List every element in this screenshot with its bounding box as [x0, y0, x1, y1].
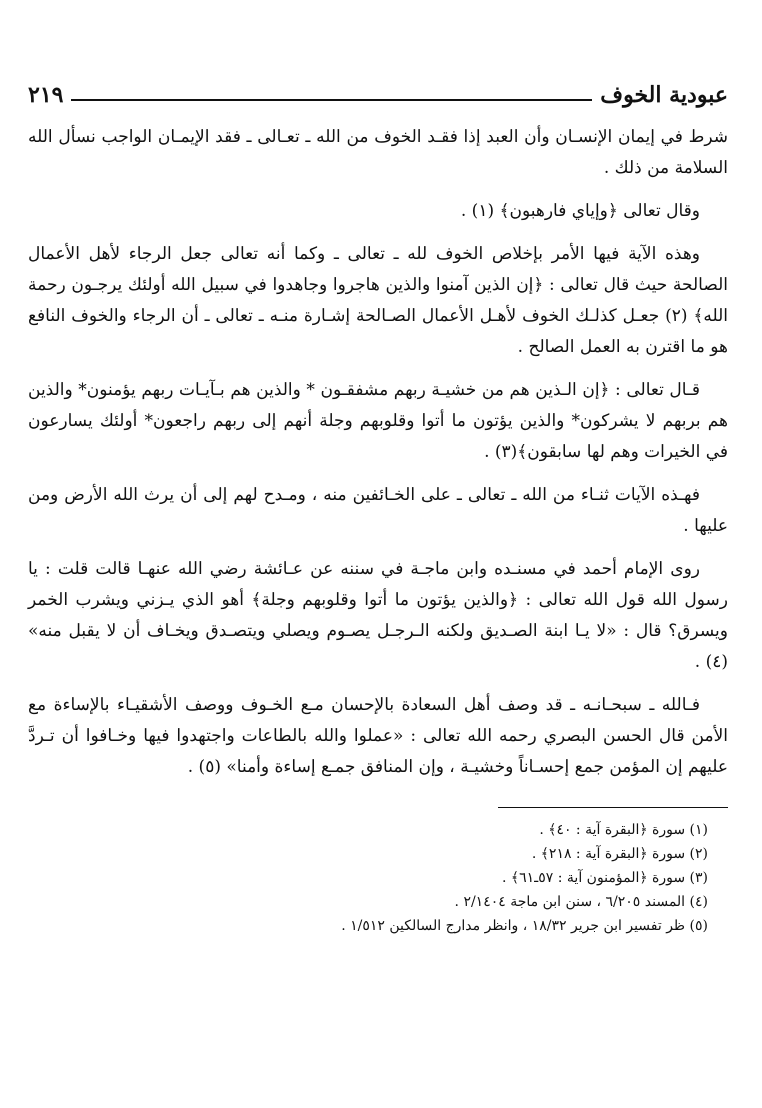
paragraph: روى الإمام أحمد في مسنـده وابن ماجـة في سننه عن عـائشة رضي الله عنهـا قالت قلت : يا رسول الله قول الله تعالى : ﴿والذين يؤتون ما أتوا وقلوبهم وجلة﴾ أهو الذي يـزني ويشرب الخمر ويسرق؟ قال : «لا يـا ابنة الصـديق ولكنه الـرجـل يصـوم ويصلي ويتصـدق ويخـاف أن لا يقبل منه» (٤) .: [28, 559, 728, 672]
paragraph: فـالله ـ سبحـانـه ـ قد وصف أهل السعادة بالإحسان مـع الخـوف ووصف الأشقيـاء بالإساءة مع الأمن قال الحسن البصري رحمه الله تعالى : «عملوا والله بالطاعات واجتهدوا فيها وخـافوا أن تـردَّ عليهم إن المؤمن جمع إحسـاناً وخشيـة ، وإن المنافق جمـع إساءة وأمنا» (٥) .: [28, 695, 728, 777]
paragraph: وقال تعالى ﴿وإياي فارهبون﴾ (١) .: [460, 201, 700, 221]
main-text: [28, 122, 728, 783]
footnote: (٢) سورة ﴿البقرة آية : ٢١٨﴾ .: [531, 846, 708, 862]
footnote-divider: [498, 807, 728, 808]
running-title: عبودية الخوف: [600, 82, 728, 108]
footnote: (٣) سورة ﴿المؤمنون آية : ٥٧ـ٦١﴾ .: [501, 870, 708, 886]
book-page: [28, 72, 728, 1082]
header-rule: [71, 99, 592, 101]
paragraph: قـال تعالى : ﴿إن الـذين هم من خشيـة ربهم مشفقـون * والذين هم بـآيـات ربهم يؤمنون* والذين هم بربهم لا يشركون* والذين يؤتون ما أتوا وقلوبهم وجلة أنهم إلى ربهم راجعون* أولئك يسارعون في الخيرات وهم لها سابقون﴾(٣) .: [28, 380, 728, 462]
footnotes: [28, 818, 728, 938]
footnote: (١) سورة ﴿البقرة آية : ٤٠﴾ .: [539, 822, 708, 838]
paragraph: شرط في إيمان الإنسـان وأن العبد إذا فقـد الخوف من الله ـ تعـالى ـ فقد الإيمـان الواجب نسأل الله السلامة من ذلك .: [28, 127, 728, 178]
paragraph: فهـذه الآيات ثنـاء من الله ـ تعالى ـ على الخـائفين منه ، ومـدح لهم إلى أن يرث الله الأرض ومن عليها .: [28, 485, 728, 536]
footnote: (٥) ظر تفسير ابن جرير ١٨/٣٢ ، وانظر مدارج السالكين ١/٥١٢ .: [341, 918, 708, 934]
page-header: [28, 72, 728, 108]
footnote: (٤) المسند ٦/٢٠٥ ، سنن ابن ماجة ٢/١٤٠٤ .: [454, 894, 708, 910]
paragraph: وهذه الآية فيها الأمر بإخلاص الخوف لله ـ تعالى ـ وكما أنه تعالى جعل الرجاء لأهل الأعمال الصالحة حيث قال تعالى : ﴿إن الذين آمنوا والذين هاجروا وجاهدوا في سبيل الله أولئك يرجـون رحمة الله﴾ (٢) جعـل كذلـك الخوف لأهـل الأعمال الصـالحة إشـارة منـه ـ تعالى ـ أن الرجاء والخوف النافع هو ما اقترن به العمل الصالح .: [28, 244, 728, 357]
page-number: ٢١٩: [28, 82, 64, 108]
